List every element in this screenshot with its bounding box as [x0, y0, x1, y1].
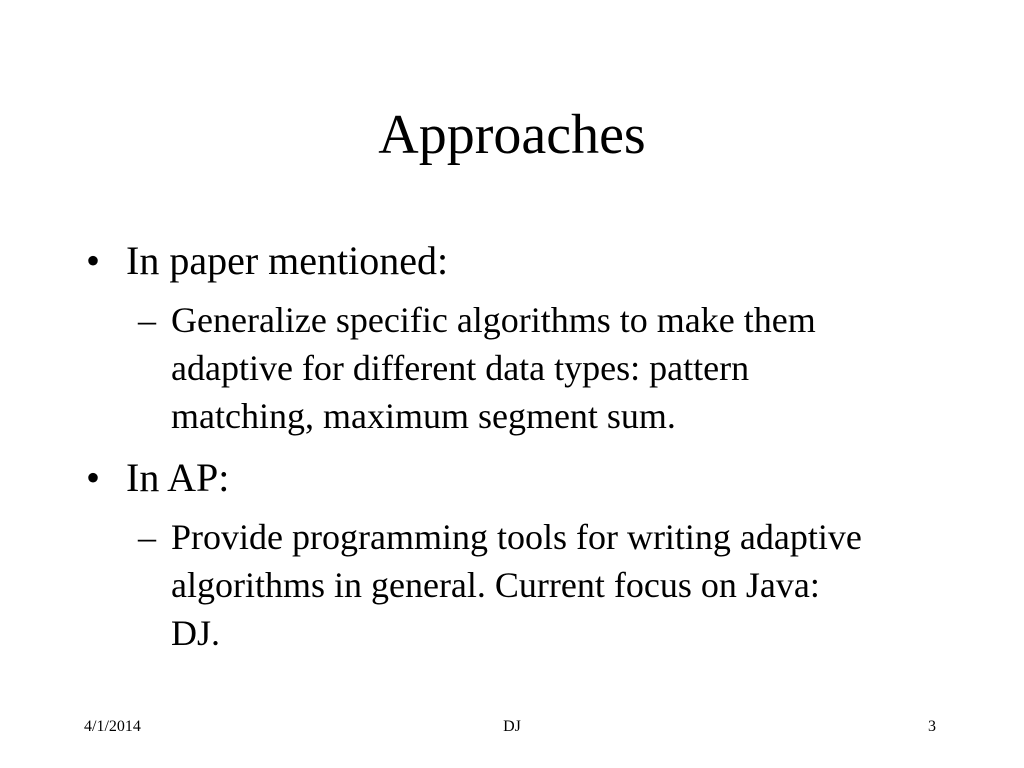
footer-date: 4/1/2014 [84, 718, 141, 735]
sub-bullet-marker: – [138, 517, 156, 557]
footer-center-text: DJ [503, 718, 521, 735]
bullet-text: In paper mentioned: [126, 238, 449, 283]
slide-title: Approaches [378, 104, 646, 166]
sub-bullet-line: Provide programming tools for writing adaptive [171, 517, 862, 557]
bullet-text: In AP: [126, 455, 230, 500]
sub-bullet-text [171, 296, 971, 440]
bullet-marker: • [86, 455, 101, 500]
sub-bullet-line: DJ. [171, 613, 221, 653]
sub-bullet-line: matching, maximum segment sum. [171, 396, 676, 436]
bullet-marker: • [86, 238, 101, 283]
page-number: 3 [928, 718, 936, 735]
sub-bullet-line: adaptive for different data types: pattern [171, 348, 750, 388]
sub-bullet-marker: – [138, 300, 156, 340]
sub-bullet-text [171, 513, 971, 657]
sub-bullet-line: algorithms in general. Current focus on Java: [171, 565, 820, 605]
sub-bullet-line: Generalize specific algorithms to make them [171, 300, 816, 340]
